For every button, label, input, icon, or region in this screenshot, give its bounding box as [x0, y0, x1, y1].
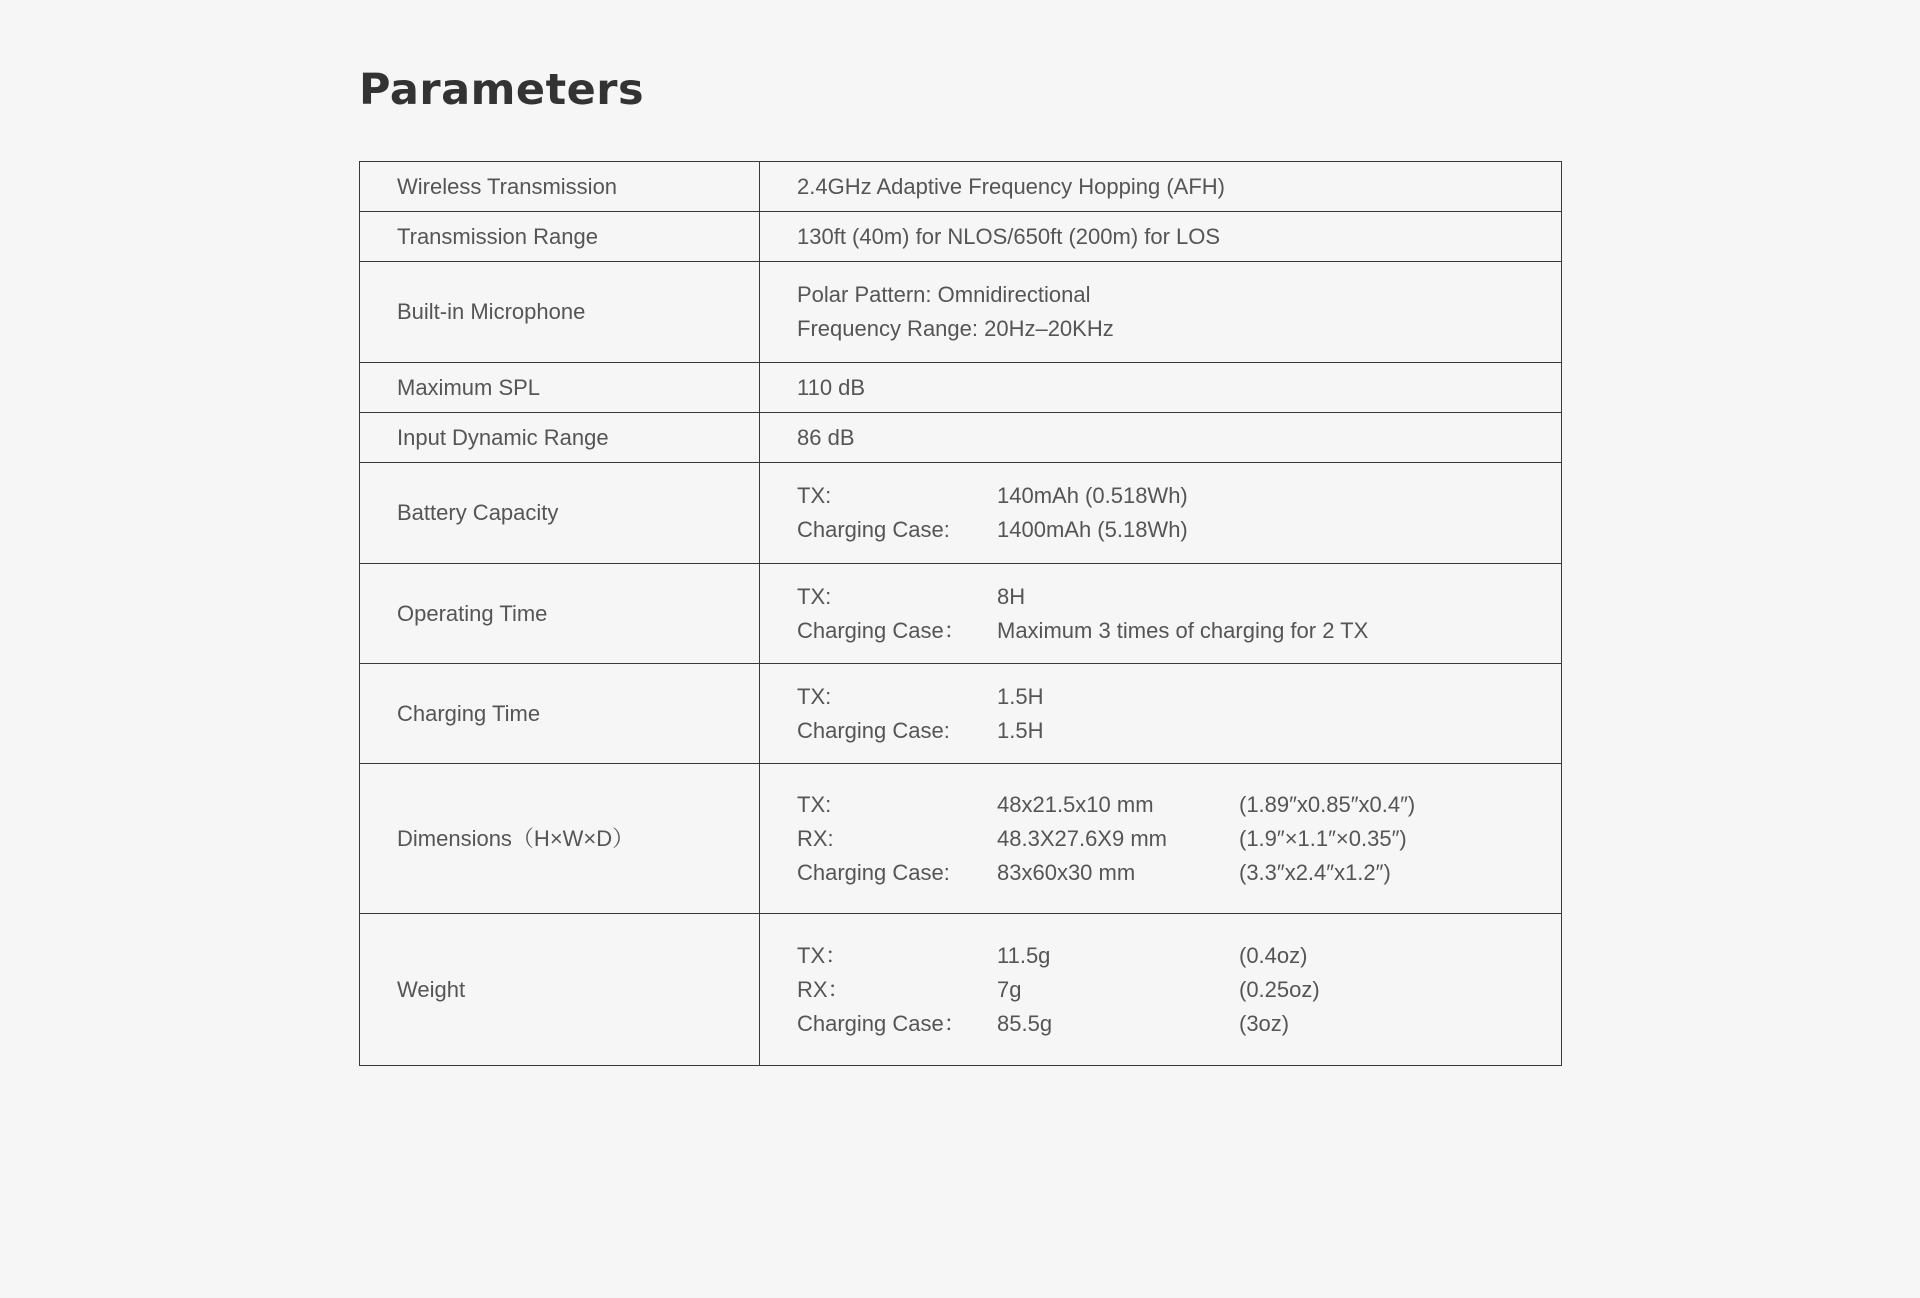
value-line: Frequency Range: 20Hz–20KHz: [797, 316, 1114, 341]
value-imperial: (3oz): [1239, 1010, 1290, 1036]
row-label: Input Dynamic Range: [360, 413, 760, 463]
row-value: 86 dB: [760, 413, 1562, 463]
table-row: [360, 262, 1562, 363]
table-row: [360, 564, 1562, 664]
value-pair: [797, 479, 1561, 513]
value-pair: [797, 614, 1561, 648]
row-label: Operating Time: [360, 564, 760, 664]
value-key: TX:: [797, 683, 832, 709]
value-imperial: (3.3″x2.4″x1.2″): [1239, 859, 1391, 885]
parameters-table: [359, 161, 1562, 1066]
row-value: 2.4GHz Adaptive Frequency Hopping (AFH): [760, 162, 1562, 212]
row-label: Built-in Microphone: [360, 262, 760, 363]
value-pair: [797, 788, 1561, 822]
value-key: TX:: [797, 483, 832, 508]
row-label: Maximum SPL: [360, 363, 760, 413]
row-value: 110 dB: [760, 363, 1562, 413]
value-text: 48.3X27.6X9 mm: [997, 825, 1167, 851]
table-row: [360, 463, 1562, 564]
value-imperial: (0.25oz): [1239, 976, 1320, 1002]
row-value: [760, 664, 1562, 764]
value-key: Charging Case：: [797, 1010, 966, 1036]
table-row: [360, 363, 1562, 413]
table-row: [360, 664, 1562, 764]
value-pair: [797, 714, 1561, 748]
value-imperial: (1.89″x0.85″x0.4″): [1239, 791, 1416, 817]
value-imperial: (1.9″×1.1″×0.35″): [1239, 825, 1407, 851]
table-row: [360, 914, 1562, 1066]
row-value: [760, 764, 1562, 914]
table-row: [360, 162, 1562, 212]
value-key: Charging Case：: [797, 617, 966, 643]
value-text: 8H: [997, 583, 1026, 609]
table-row: [360, 413, 1562, 463]
row-label: Weight: [360, 914, 760, 1066]
value-text: Maximum 3 times of charging for 2 TX: [997, 617, 1369, 643]
row-label: Transmission Range: [360, 212, 760, 262]
value-pair: [797, 680, 1561, 714]
value-text: 83x60x30 mm: [997, 859, 1136, 885]
row-label: Wireless Transmission: [360, 162, 760, 212]
value-pair: [797, 939, 1561, 973]
row-value: [760, 463, 1562, 564]
row-value: 130ft (40m) for NLOS/650ft (200m) for LOS: [760, 212, 1562, 262]
value-key: Charging Case:: [797, 517, 950, 542]
value-key: Charging Case:: [797, 717, 950, 743]
value-text: 1400mAh (5.18Wh): [997, 517, 1188, 542]
value-text: 48x21.5x10 mm: [997, 791, 1154, 817]
page-title: Parameters: [359, 65, 645, 115]
value-key: Charging Case:: [797, 859, 950, 885]
value-text: 11.5g: [997, 942, 1051, 968]
table-row: [360, 212, 1562, 262]
value-text: 1.5H: [997, 683, 1044, 709]
value-key: RX：: [797, 976, 850, 1002]
value-key: TX：: [797, 942, 848, 968]
row-value: [760, 564, 1562, 664]
value-pair: [797, 856, 1561, 890]
value-text: 1.5H: [997, 717, 1044, 743]
value-pair: [797, 513, 1561, 547]
table-row: [360, 764, 1562, 914]
value-text: 140mAh (0.518Wh): [997, 483, 1188, 508]
row-label: Charging Time: [360, 664, 760, 764]
value-line: Polar Pattern: Omnidirectional: [797, 282, 1091, 307]
value-key: TX:: [797, 583, 832, 609]
value-text: 7g: [997, 976, 1022, 1002]
row-label: Battery Capacity: [360, 463, 760, 564]
value-pair: [797, 580, 1561, 614]
value-text: 85.5g: [997, 1010, 1053, 1036]
value-key: TX:: [797, 791, 832, 817]
value-key: RX:: [797, 825, 834, 851]
row-value: [760, 914, 1562, 1066]
value-pair: [797, 822, 1561, 856]
value-imperial: (0.4oz): [1239, 942, 1308, 968]
row-value: [760, 262, 1562, 363]
row-label: Dimensions（H×W×D）: [360, 764, 760, 914]
value-pair: [797, 1007, 1561, 1041]
value-pair: [797, 973, 1561, 1007]
